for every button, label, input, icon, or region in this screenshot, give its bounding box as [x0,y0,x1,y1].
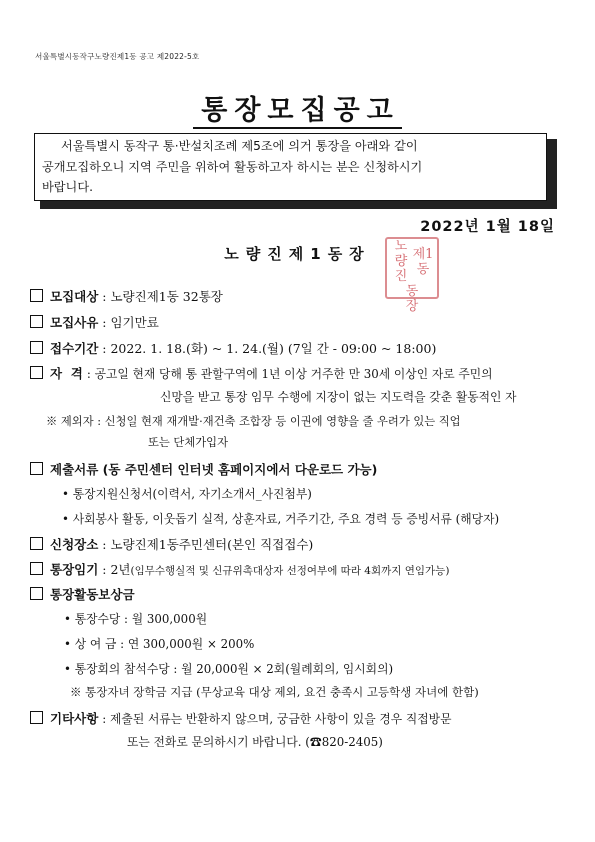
item-label: 통장활동보상금 [50,587,135,602]
item-value: : 제출된 서류는 반환하지 않으며, 궁금한 사항이 있을 경우 직접방문 [102,712,452,726]
page-title: 통장모집공고 [0,88,595,127]
item-value: : 노량진제1동 32통장 [102,289,223,304]
intro-line: 바랍니다. [42,180,93,194]
scholarship-note: ※ 통장자녀 장학금 지급 (무상교육 대상 제외, 요건 충족시 고등학생 자녀에 한함) [70,685,479,699]
item-label: 통장임기 [50,562,99,577]
item-label: 접수기간 [50,341,99,356]
qualification-line: 신망을 받고 통장 임무 수행에 지장이 없는 지도력을 갖춘 활동적인 자 [160,390,517,404]
compensation-bullet: • 상 여 금 : 연 300,000원 × 200% [64,637,255,651]
checkbox-icon [30,341,43,354]
item-qualification [30,364,493,382]
official-seal [385,237,439,314]
term-note: (임무수행실적 및 신규위촉대상자 선정여부에 따라 4회까지 연임가능) [130,565,450,577]
checkbox-icon [30,315,43,328]
item-label: 기타사항 [50,711,99,726]
checkbox-icon [30,562,43,575]
item-label: 자 격 [50,366,83,381]
exclusion-note: ※ 제외자 : 신청일 현재 재개발·재건축 조합장 등 이권에 영향을 줄 우려가 있는 직업 [46,415,461,428]
intro-line: 공개모집하오니 지역 주민을 위하여 활동하고자 하시는 분은 신청하시기 [42,159,423,174]
intro-box [34,133,547,201]
item-place [30,535,313,553]
item-label: 모집사유 [50,315,99,330]
item-compensation [30,585,135,603]
documents-bullet: • 사회봉사 활동, 이웃돕기 실적, 상훈자료, 거주기간, 주요 경력 등 증빙서류 (해당자) [62,512,500,526]
documents-bullet: • 통장지원신청서(이력서, 자기소개서_사진첨부) [62,487,312,501]
checkbox-icon [30,711,43,724]
item-other [30,709,451,727]
item-value: : 공고일 현재 당해 통 관할구역에 1년 이상 거주한 만 30세 이상인 자로 주민의 [86,367,493,381]
checkbox-icon [30,289,43,302]
notice-date: 2022년 1월 18일 [420,219,555,235]
checkbox-icon [30,366,43,379]
item-target [30,287,223,305]
checkbox-icon [30,587,43,600]
item-term [30,560,449,578]
item-label: 모집대상 [50,289,99,304]
compensation-bullet: • 통장회의 참석수당 : 월 20,000원 × 2회(월례회의, 임시회의) [64,662,394,676]
seal-char: 노량진 [394,239,408,284]
item-documents [30,460,377,478]
checkbox-icon [30,462,43,475]
compensation-bullet: • 통장수당 : 월 300,000원 [64,612,208,626]
notice-reference-number: 서울특별시동작구노량진제1동 공고 제2022-5호 [35,52,200,61]
checkbox-icon [30,537,43,550]
issuing-office: 노량진제1동장 [224,245,371,263]
seal-char: 제1동 [412,246,434,277]
item-value: : 2년 [102,562,131,577]
item-label: 제출서류 (동 주민센터 인터넷 홈페이지에서 다운로드 가능) [50,462,378,477]
other-line: 또는 전화로 문의하시기 바랍니다. (☎820-2405) [127,735,383,749]
item-value: : 2022. 1. 18.(화) ~ 1. 24.(월) (7일 간 - 09:00 ~ 18:00) [102,341,437,356]
seal-char: 동장 [405,284,419,314]
exclusion-note-cont: 또는 단체가입자 [148,436,228,449]
intro-line: 서울특별시 동작구 통·반설치조례 제5조에 의거 통장을 아래와 같이 [61,139,418,153]
item-period [30,339,436,357]
item-value: : 임기만료 [102,315,159,330]
item-reason [30,313,159,331]
item-label: 신청장소 [50,537,99,552]
item-value: : 노량진제1동주민센터(본인 직접접수) [102,537,314,552]
